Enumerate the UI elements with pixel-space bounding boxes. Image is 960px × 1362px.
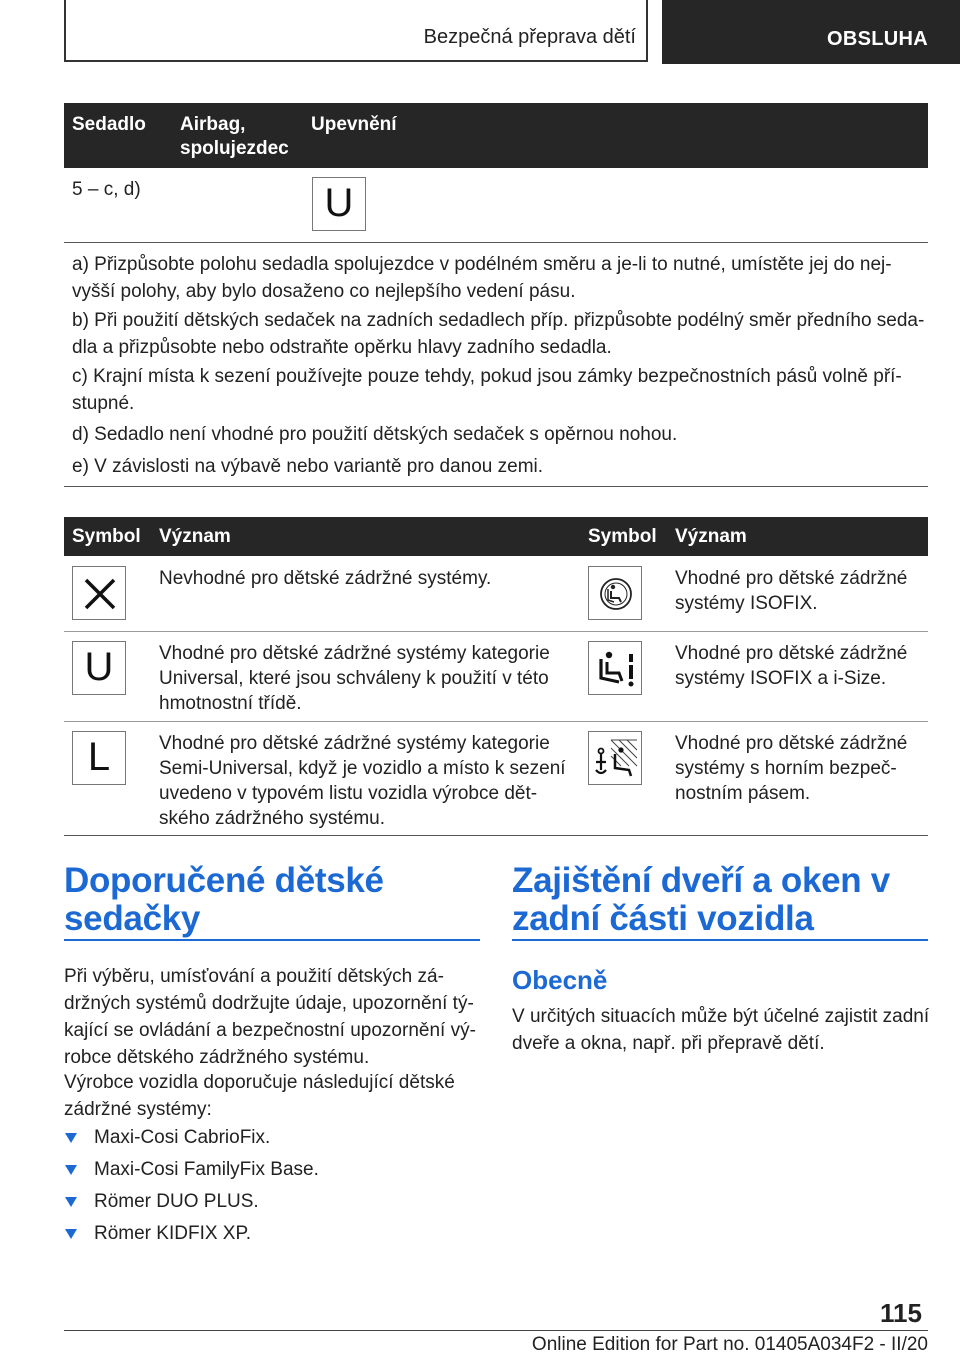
bullet-triangle-icon <box>65 1133 77 1143</box>
universal-u-icon: U <box>312 177 366 231</box>
col-mount: Upevnění <box>311 114 397 135</box>
edition-label: Online Edition for Part no. 01405A034F2 - II/20 <box>531 1334 928 1355</box>
recommend-paragraph: Výrobce vozidla doporučuje následující dětské zádržné systémy: <box>64 1072 455 1120</box>
col-seat: Sedadlo <box>72 114 146 135</box>
symbol-meaning: Vhodné pro dětské zádržné systémy kategorie Semi-Universal, když je vozidlo a místo k sezení uvedeno v typovém listu vozidla výrobce dět- ského zádržného systému. <box>159 733 566 829</box>
subheading: Obecně <box>512 965 608 995</box>
col-meaning-2: Význam <box>675 526 747 547</box>
chapter-title: Bezpečná přeprava dětí <box>423 26 636 48</box>
col-symbol: Symbol <box>72 526 141 547</box>
top-tether-icon <box>588 731 642 785</box>
section-label: OBSLUHA <box>827 28 928 50</box>
section-heading: Doporučené dětské sedačky <box>64 861 384 938</box>
bullet-triangle-icon <box>65 1229 77 1239</box>
symbol-meaning: Vhodné pro dětské zádržné systémy kategorie Universal, které jsou schváleny k použití v této hmotnostní třídě. <box>159 643 550 714</box>
bullet-triangle-icon <box>65 1165 77 1175</box>
section-heading: Zajištění dveří a oken v zadní části vozidla <box>512 861 890 938</box>
footnote-b: b) Při použití dětských sedaček na zadních sedadlech příp. přizpůsobte podélný směr předního seda- dla a přizpůsobte nebo odstraňte opěrku hlavy zadního sedadla. <box>72 310 925 358</box>
footnote-d: d) Sedadlo není vhodné pro použití dětských sedaček s opěrnou nohou. <box>72 424 678 445</box>
universal-u-icon: U <box>72 641 126 695</box>
intro-paragraph: Při výběru, umísťování a použití dětských zá- držných systémů dodržujte údaje, upozornění tý- kající se ovládání a bezpečnostní upozornění vý- robce dětského zádržného systému. <box>64 966 476 1068</box>
footnote-a: a) Přizpůsobte polohu sedadla spolujezdce v podélném směru a je-li to nutné, umístěte jej do nej- vyšší polohy, aby bylo dosaženo co nejlepšího vedení pásu. <box>72 254 892 302</box>
symbol-meaning: Vhodné pro dětské zádržné systémy s horním bezpeč- nostním pásem. <box>675 733 908 804</box>
footer-rule <box>64 1330 928 1331</box>
col-symbol-2: Symbol <box>588 526 657 547</box>
footnote-e: e) V závislosti na výbavě nebo variantě pro danou zemi. <box>72 456 544 477</box>
row-divider <box>64 835 928 836</box>
x-mark-icon <box>72 566 126 620</box>
symbol-meaning: Vhodné pro dětské zádržné systémy ISOFIX. <box>675 568 908 614</box>
bullet-triangle-icon <box>65 1197 77 1207</box>
row-divider <box>64 721 928 722</box>
col-airbag: Airbag, <box>180 114 246 135</box>
divider <box>64 242 928 243</box>
semi-universal-l-icon: L <box>72 731 126 785</box>
symbol-meaning: Nevhodné pro dětské zádržné systémy. <box>159 568 492 589</box>
page-number: 115 <box>880 1298 922 1328</box>
general-paragraph: V určitých situacích může být účelné zajistit zadní dveře a okna, např. při přepravě dětí. <box>512 1006 930 1054</box>
row-divider <box>64 631 928 632</box>
seat-table-header <box>64 103 928 168</box>
symbol-meaning: Vhodné pro dětské zádržné systémy ISOFIX a i-Size. <box>675 643 908 689</box>
isofix-isize-icon <box>588 641 642 695</box>
heading-rule <box>64 939 480 941</box>
heading-rule <box>512 939 928 941</box>
seat-cell: 5 – c, d) <box>72 179 141 200</box>
col-airbag-2: spolujezdec <box>180 138 289 159</box>
isofix-icon <box>588 566 642 620</box>
col-meaning: Význam <box>159 526 231 547</box>
footnote-c: c) Krajní místa k sezení používejte pouze tehdy, pokud jsou zámky bezpečnostních pásů volně pří- stupné. <box>72 366 902 414</box>
divider <box>64 486 928 487</box>
symbol-table-header <box>64 517 928 556</box>
